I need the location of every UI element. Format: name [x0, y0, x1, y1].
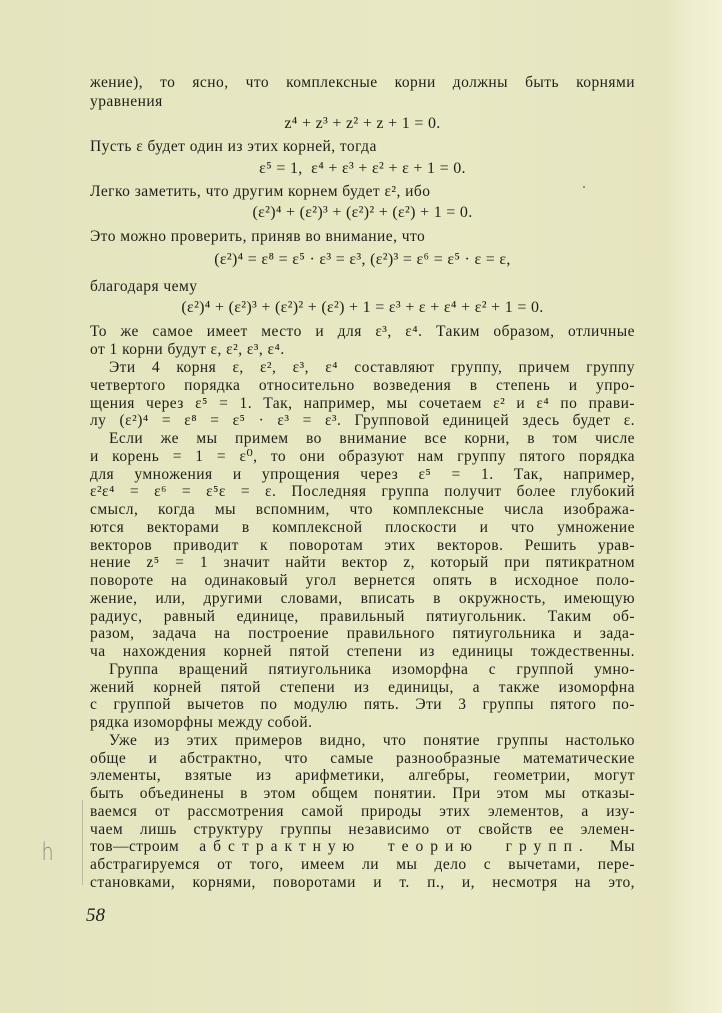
equation-line: z⁴ + z³ + z² + z + 1 = 0.: [284, 115, 441, 132]
text-line: Пусть ε будет один из этих корней, тогда: [90, 138, 377, 155]
text-line: рядка изоморфны между собой.: [90, 714, 313, 731]
scan-speck: [583, 186, 585, 188]
text-line: нение z⁵ = 1 значит найти вектор z, который при пятикратном: [90, 554, 635, 572]
text-line: уравнения: [90, 93, 163, 110]
margin-handwritten-note: h: [41, 838, 54, 866]
page-number: 58: [86, 905, 105, 926]
text-line: щения через ε⁵ = 1. Так, например, мы сочетаем ε² и ε⁴ по прави-: [90, 394, 635, 412]
text-line: разом, задача на построение правильного пятиугольника и зада-: [90, 625, 635, 643]
text-line: векторов приводит к поворотам этих векторов. Решить урав-: [90, 536, 635, 554]
text-line: быть объединены в этом общем понятии. При этом мы отказы-: [90, 785, 635, 802]
text-line: чаем лишь структуру группы независимо от свойств ее элемен-: [90, 820, 635, 838]
text-line: от 1 корни будут ε, ε², ε³, ε⁴.: [90, 341, 285, 358]
text-line: То же самое имеет место и для ε³, ε⁴. Таким образом, отличные: [90, 323, 635, 340]
text-line: жение, или, другими словами, вписать в окружность, имеющую: [90, 589, 635, 607]
text-line: лу (ε²)⁴ = ε⁸ = ε⁵ · ε³ = ε³. Групповой единицей здесь будет ε.: [90, 412, 635, 430]
text-line: элементы, взятые из арифметики, алгебры, геометрии, могут: [90, 767, 635, 785]
equation-line: ε⁵ = 1, ε⁴ + ε³ + ε² + ε + 1 = 0.: [259, 160, 466, 177]
text-line: четвертого порядка относительно возведения в степень и упро-: [90, 376, 635, 394]
text-line: ε²ε⁴ = ε⁶ = ε⁵ε = ε. Последняя группа получит более глубокий: [90, 483, 635, 501]
equation-line: (ε²)⁴ + (ε²)³ + (ε²)² + (ε²) + 1 = 0.: [252, 204, 473, 221]
text-line: [90, 838, 635, 856]
text-line: абстрагируемся от того, имеем ли мы дело с вычетами, пере-: [90, 856, 635, 873]
text-line: жений корней пятой степени из единицы, а также изоморфна: [90, 678, 635, 696]
text-line: ются векторами в комплексной плоскости и что умножение: [90, 518, 635, 536]
text-line: повороте на одинаковый угол вернется опять в исходное поло-: [90, 572, 635, 589]
text-line: Легко заметить, что другим корнем будет ε², ибо: [90, 183, 431, 200]
text-line: смысл, когда мы вспомним, что комплексные числа изобража-: [90, 501, 635, 518]
text-line: Уже из этих примеров видно, что понятие группы настолько: [109, 731, 635, 749]
text-segment: Мы: [609, 838, 636, 856]
margin-pencil-line: [82, 800, 83, 885]
text-line: Эти 4 корня ε, ε², ε³, ε⁴ составляют группу, причем группу: [109, 359, 635, 376]
text-line: и корень = 1 = ε⁰, то они образуют нам группу пятого порядка: [90, 447, 635, 465]
text-line: становками, корнями, поворотами и т. п., и, несмотря на это,: [90, 873, 635, 891]
text-line: жение), то ясно, что комплексные корни должны быть корнями: [90, 74, 635, 91]
text-segment: тов—строим: [90, 838, 180, 856]
text-line: Если же мы примем во внимание все корни, в том числе: [109, 430, 635, 447]
text-line: радиус, равный единице, правильный пятиугольник. Таким об-: [90, 607, 635, 625]
text-line: ваемся от рассмотрения самой природы этих элементов, а изу-: [90, 802, 635, 820]
text-line: с группой вычетов по модулю пять. Эти 3 группы пятого по-: [90, 696, 635, 714]
text-line: благодаря чему: [90, 278, 198, 295]
text-line: для умножения и упрощения через ε⁵ = 1. Так, например,: [90, 465, 635, 483]
text-line: ча нахождения корней пятой степени из единицы тождественны.: [90, 643, 635, 660]
text-line: обще и абстрактно, что самые разнообразные математические: [90, 749, 635, 767]
equation-line: (ε²)⁴ = ε⁸ = ε⁵ · ε³ = ε³, (ε²)³ = ε⁶ = ε⁵ · ε = ε,: [214, 251, 511, 268]
emphasized-spaced-text: абстрактную теорию групп.: [199, 838, 590, 856]
text-line: Это можно проверить, приняв во внимание, что: [90, 228, 426, 245]
equation-line: (ε²)⁴ + (ε²)³ + (ε²)² + (ε²) + 1 = ε³ + ε + ε⁴ + ε² + 1 = 0.: [181, 299, 544, 316]
text-line: Группа вращений пятиугольника изоморфна с группой умно-: [109, 660, 635, 678]
